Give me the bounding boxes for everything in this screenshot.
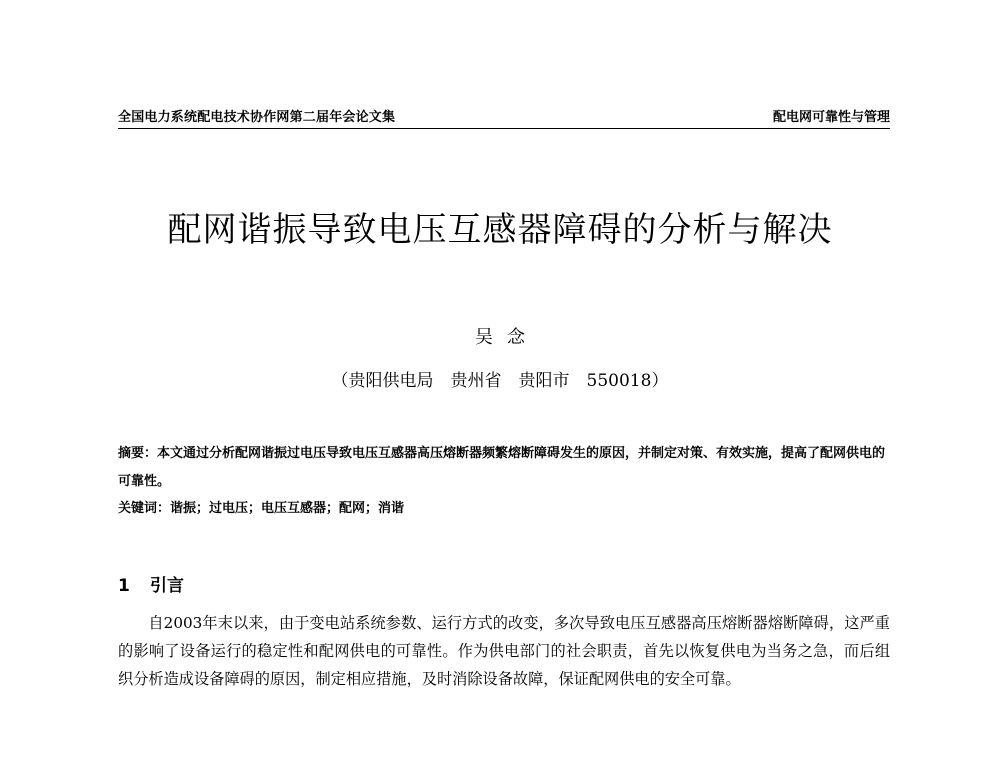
section-paragraph: 自2003年末以来，由于变电站系统参数、运行方式的改变，多次导致电压互感器高压熔断器熔断障碍，这严重的影响了设备运行的稳定性和配网供电的可靠性。作为供电部门的社会职责，首先以恢复供电为当务之急，而后组织分析造成设备障碍的原因，制定相应措施，及时消除设备故障，保证配网供电的安全可靠。 — [118, 614, 890, 688]
section-title: 引言 — [150, 576, 184, 596]
keywords-label: 关键词： — [118, 501, 171, 516]
abstract-text: 本文通过分析配网谐振过电压导致电压互感器高压熔断器频繁熔断障碍发生的原因，并制定对策、有效实施，提高了配网供电的可靠性。 — [118, 446, 886, 489]
header-proceedings-title: 全国电力系统配电技术协作网第二届年会论文集 — [118, 110, 396, 125]
header-section-title: 配电网可靠性与管理 — [772, 110, 890, 125]
paper-title: 配网谐振导致电压互感器障碍的分析与解决 — [167, 210, 833, 250]
author-name: 吴念 — [475, 327, 539, 348]
keywords-text: 谐振；过电压；电压互感器；配网；消谐 — [170, 501, 405, 516]
running-header — [118, 104, 890, 129]
abstract-label: 摘要： — [118, 446, 158, 461]
abstract — [118, 440, 890, 496]
section-number: 1 — [118, 576, 130, 596]
keywords — [118, 497, 890, 516]
section-heading — [118, 571, 184, 596]
author-affiliation: （贵阳供电局 贵州省 贵阳市 550018） — [331, 371, 669, 391]
